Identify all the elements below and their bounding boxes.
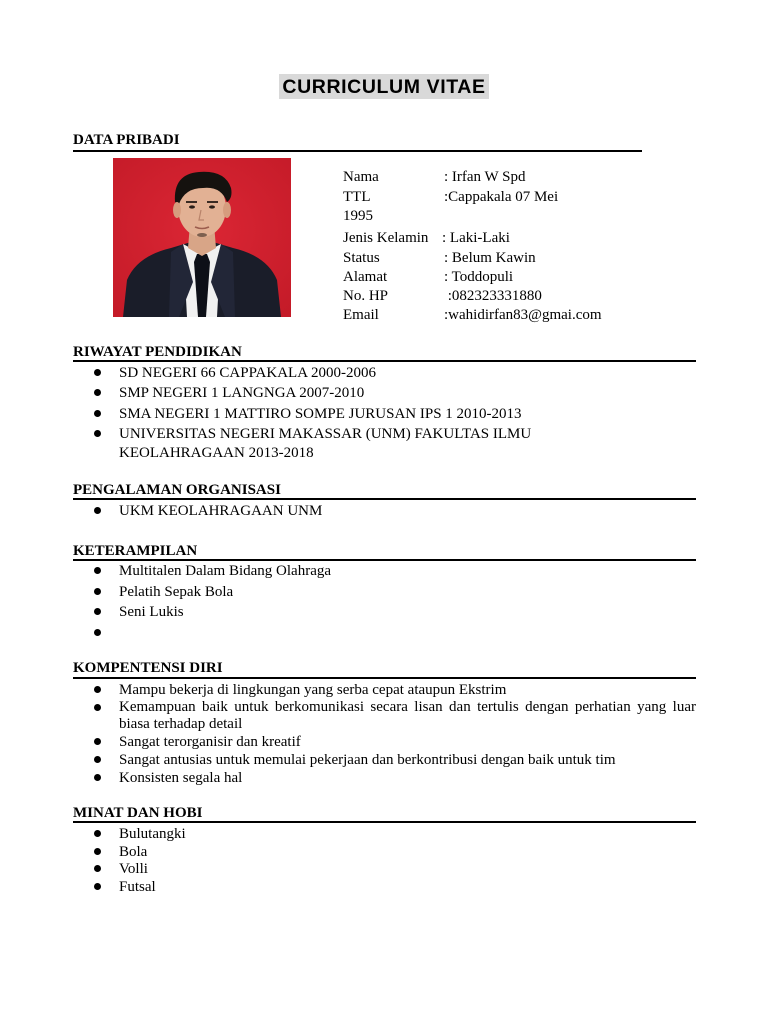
bullet <box>94 738 101 745</box>
bullet <box>94 756 101 763</box>
field-value: :082323331880 <box>444 288 542 304</box>
bullet <box>94 389 101 396</box>
list-item: SMA NEGERI 1 MATTIRO SOMPE JURUSAN IPS 1 2010-2013 <box>119 406 522 422</box>
section-heading-data-pribadi: DATA PRIBADI <box>73 132 180 148</box>
list-item: Multitalen Dalam Bidang Olahraga <box>119 563 332 579</box>
bullet <box>94 588 101 595</box>
bullet <box>94 883 101 890</box>
list-item: Bola <box>119 844 148 860</box>
section-heading-pengalaman-organisasi: PENGALAMAN ORGANISASI <box>73 482 281 498</box>
section-heading-riwayat-pendidikan: RIWAYAT PENDIDIKAN <box>73 344 242 360</box>
field-value: : Laki-Laki <box>442 230 510 246</box>
bullet <box>94 686 101 693</box>
bullet <box>94 774 101 781</box>
profile-photo <box>113 158 291 317</box>
list-item: Sangat terorganisir dan kreatif <box>119 734 301 750</box>
section-heading-keterampilan: KETERAMPILAN <box>73 543 198 559</box>
bullet <box>94 410 101 417</box>
bullet <box>94 704 101 711</box>
bullet <box>94 865 101 872</box>
list-item-wrap: KEOLAHRAGAAN 2013-2018 <box>119 445 314 461</box>
document-title: CURRICULUM VITAE <box>279 74 488 99</box>
list-item: Kemampuan baik untuk berkomunikasi secara lisan dan tertulis dengan perhatian yang luar biasa terhadap detail <box>119 699 696 732</box>
field-value: :Cappakala 07 Mei <box>444 189 559 205</box>
field-value: : Belum Kawin <box>444 250 536 266</box>
section-rule <box>73 150 642 152</box>
section-rule <box>73 360 696 362</box>
list-item: Pelatih Sepak Bola <box>119 584 234 600</box>
field-value: : Irfan W Spd <box>444 169 526 185</box>
list-item: SD NEGERI 66 CAPPAKALA 2000-2006 <box>119 365 376 381</box>
field-label: TTL <box>343 189 371 205</box>
section-heading-kompetensi-diri: KOMPENTENSI DIRI <box>73 660 223 676</box>
document-title-wrap <box>0 74 768 99</box>
list-item: Volli <box>119 861 148 877</box>
field-label: No. HP <box>343 288 389 304</box>
bullet <box>94 567 101 574</box>
field-label: Nama <box>343 169 379 185</box>
section-rule <box>73 821 696 823</box>
field-label: Jenis Kelamin <box>343 230 429 246</box>
field-label: Status <box>343 250 380 266</box>
list-item: Konsisten segala hal <box>119 770 243 786</box>
list-item: Mampu bekerja di lingkungan yang serba cepat ataupun Ekstrim <box>119 682 507 698</box>
list-item: Seni Lukis <box>119 604 184 620</box>
bullet <box>94 369 101 376</box>
section-rule <box>73 498 696 500</box>
list-item: UKM KEOLAHRAGAAN UNM <box>119 503 323 519</box>
field-label: Email <box>343 307 379 323</box>
field-value: :wahidirfan83@gmai.com <box>444 307 602 323</box>
field-label: Alamat <box>343 269 388 285</box>
list-item: UNIVERSITAS NEGERI MAKASSAR (UNM) FAKULTAS ILMU <box>119 426 532 442</box>
bullet <box>94 629 101 636</box>
bullet <box>94 830 101 837</box>
field-value: : Toddopuli <box>444 269 514 285</box>
bullet <box>94 430 101 437</box>
field-value-wrap: 1995 <box>343 208 373 224</box>
bullet <box>94 848 101 855</box>
list-item: Sangat antusias untuk memulai pekerjaan dan berkontribusi dengan baik untuk tim <box>119 752 616 768</box>
section-rule <box>73 677 696 679</box>
bullet <box>94 507 101 514</box>
bullet <box>94 608 101 615</box>
list-item: Bulutangki <box>119 826 186 842</box>
section-heading-minat-hobi: MINAT DAN HOBI <box>73 805 203 821</box>
list-item: SMP NEGERI 1 LANGNGA 2007-2010 <box>119 385 365 401</box>
list-item: Futsal <box>119 879 156 895</box>
section-rule <box>73 559 696 561</box>
